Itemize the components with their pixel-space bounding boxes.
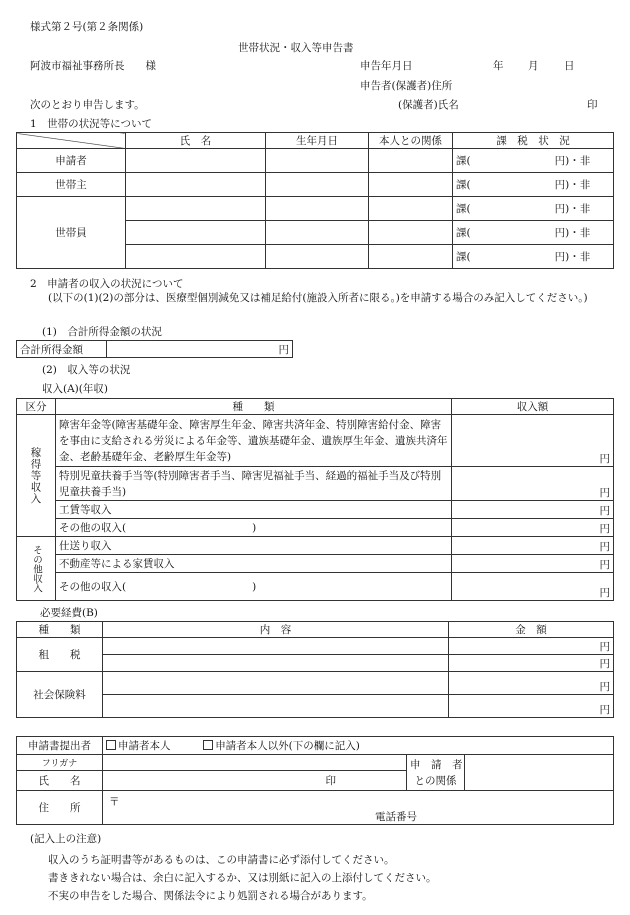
householder-relation-field[interactable]: [369, 173, 453, 197]
expense-tax: 租 税: [17, 638, 103, 672]
col-birthdate: 生年月日: [266, 133, 369, 149]
group-earned-income: 稼得等収入: [17, 415, 56, 537]
submitter-label: 申請書提出者: [17, 737, 103, 755]
income-type-child-allowance: 特別児童扶養手当等(特別障害者手当、障害児福祉手当、経過的福祉手当及び特別児童扶養手当): [56, 467, 452, 501]
income-col-category: 区分: [17, 399, 56, 415]
form-number: 様式第２号(第２条関係): [30, 21, 144, 33]
income-type-other1: その他の収入( ): [56, 519, 452, 537]
income-type-remittance: 仕送り収入: [56, 537, 452, 555]
row-applicant: 申請者: [17, 149, 126, 173]
householder-birthdate-field[interactable]: [266, 173, 369, 197]
applicant-birthdate-field[interactable]: [266, 149, 369, 173]
section2-heading: 2 申請者の収入の状況について: [30, 278, 184, 290]
addressee: 阿波市福祉事務所長 様: [30, 60, 156, 72]
day-label: 日: [564, 60, 575, 72]
income-amount-other1[interactable]: 円: [452, 519, 614, 537]
checkbox-icon: [106, 740, 116, 750]
income-amount-pension[interactable]: 円: [452, 415, 614, 467]
corner-cell: [17, 133, 126, 149]
note-item-1: 収入のうち証明書等があるものは、この申請書に必ず添付してください。: [48, 854, 395, 866]
member3-tax-field[interactable]: 課( 円)・非: [453, 245, 614, 269]
member1-tax-field[interactable]: 課( 円)・非: [453, 197, 614, 221]
date-label: 申告年月日: [360, 60, 413, 72]
income-amount-wages[interactable]: 円: [452, 501, 614, 519]
expense-table: [16, 621, 614, 718]
note-item-2: 書ききれない場合は、余白に記入するか、又は別紙に記入の上添付してください。: [48, 872, 437, 884]
relation-field[interactable]: [465, 755, 614, 791]
income-amount-other2[interactable]: 円: [452, 573, 614, 601]
expense-col-amount: 金 額: [449, 622, 614, 638]
expense-insurance-amount2[interactable]: 円: [449, 695, 614, 718]
seal-mark: 印: [587, 99, 598, 111]
submitter-address-label: 住 所: [17, 791, 103, 825]
income-heading: 収入(A)(年収): [42, 383, 108, 395]
month-label: 月: [528, 60, 539, 72]
member2-name-field[interactable]: [126, 221, 266, 245]
postal-mark: 〒: [109, 796, 120, 808]
total-income-label: 合計所得金額: [17, 341, 107, 358]
income-type-wages: 工賃等収入: [56, 501, 452, 519]
member2-relation-field[interactable]: [369, 221, 453, 245]
expense-col-type: 種 類: [17, 622, 103, 638]
declare-text: 次のとおり申告します。: [30, 99, 145, 111]
applicant-tax-field[interactable]: 課( 円)・非: [453, 149, 614, 173]
row-householder: 世帯主: [17, 173, 126, 197]
row-member: 世帯員: [17, 197, 126, 269]
expense-heading: 必要経費(B): [40, 607, 98, 619]
col-name: 氏 名: [126, 133, 266, 149]
householder-tax-field[interactable]: 課( 円)・非: [453, 173, 614, 197]
householder-name-field[interactable]: [126, 173, 266, 197]
expense-tax-amount1[interactable]: 円: [449, 638, 614, 655]
col-tax-status: 課 税 状 況: [453, 133, 614, 149]
expense-col-content: 内 容: [103, 622, 449, 638]
applicant-relation-field[interactable]: [369, 149, 453, 173]
furigana-field[interactable]: [103, 755, 407, 771]
option-other-checkbox[interactable]: 申請者本人以外(下の欄に記入): [203, 740, 360, 752]
household-table: [16, 132, 614, 269]
income-col-amount: 収入額: [452, 399, 614, 415]
form-title: 世帯状況・収入等申告書: [238, 42, 354, 54]
income-type-rent: 不動産等による家賃収入: [56, 555, 452, 573]
expense-insurance-content2[interactable]: [103, 695, 449, 718]
member3-birthdate-field[interactable]: [266, 245, 369, 269]
expense-tax-amount2[interactable]: 円: [449, 655, 614, 672]
expense-tax-content2[interactable]: [103, 655, 449, 672]
expense-insurance-content1[interactable]: [103, 672, 449, 695]
subsection2-heading: (2) 収入等の状況: [42, 364, 131, 376]
member1-name-field[interactable]: [126, 197, 266, 221]
member2-tax-field[interactable]: 課( 円)・非: [453, 221, 614, 245]
phone-label: 電話番号: [375, 811, 417, 823]
expense-tax-content1[interactable]: [103, 638, 449, 655]
relation-label: 申 請 者 との関係: [407, 755, 465, 791]
income-amount-rent[interactable]: 円: [452, 555, 614, 573]
income-type-pension: 障害年金等(障害基礎年金、障害厚生年金、障害共済年金、特別障害給付金、障害を事由に支給される労災による年金等、遺族基礎年金、遺族厚生年金、遺族共済年金、老齢基礎年金、老齢厚生年金等): [56, 415, 452, 467]
col-relation: 本人との関係: [369, 133, 453, 149]
total-income-field[interactable]: 円: [107, 341, 293, 358]
furigana-label: フリガナ: [17, 755, 103, 771]
option-applicant-checkbox[interactable]: 申請者本人: [106, 740, 171, 752]
applicant-name-field[interactable]: [126, 149, 266, 173]
member3-name-field[interactable]: [126, 245, 266, 269]
notes-heading: (記入上の注意): [30, 833, 102, 845]
submitter-name-label: 氏 名: [17, 771, 103, 791]
expense-social-insurance: 社会保険料: [17, 672, 103, 718]
submitter-table: [16, 736, 614, 825]
checkbox-icon: [203, 740, 213, 750]
section1-heading: 1 世帯の状況等について: [30, 118, 152, 130]
section2-note: (以下の(1)(2)の部分は、医療型個別減免又は補足給付(施設入所者に限る。)を申請する場合のみ記入してください。): [48, 292, 588, 304]
member1-relation-field[interactable]: [369, 197, 453, 221]
member1-birthdate-field[interactable]: [266, 197, 369, 221]
year-label: 年: [493, 60, 504, 72]
submitter-name-field[interactable]: 印: [103, 771, 407, 791]
group-other-income: その他収入: [17, 537, 56, 601]
income-col-type: 種 類: [56, 399, 452, 415]
member3-relation-field[interactable]: [369, 245, 453, 269]
applicant-name-label: (保護者)氏名: [398, 99, 459, 111]
total-income-table: [16, 340, 293, 358]
income-amount-child-allowance[interactable]: 円: [452, 467, 614, 501]
subsection1-heading: (1) 合計所得金額の状況: [42, 326, 162, 338]
member2-birthdate-field[interactable]: [266, 221, 369, 245]
submitter-address-field[interactable]: [103, 791, 614, 825]
submitter-options: [103, 737, 614, 755]
note-item-3: 不実の申告をした場合、関係法令により処罰される場合があります。: [48, 890, 373, 902]
income-table: [16, 398, 614, 601]
income-type-other2: その他の収入( ): [56, 573, 452, 601]
expense-insurance-amount1[interactable]: 円: [449, 672, 614, 695]
address-label: 申告者(保護者)住所: [360, 80, 453, 92]
income-amount-remittance[interactable]: 円: [452, 537, 614, 555]
